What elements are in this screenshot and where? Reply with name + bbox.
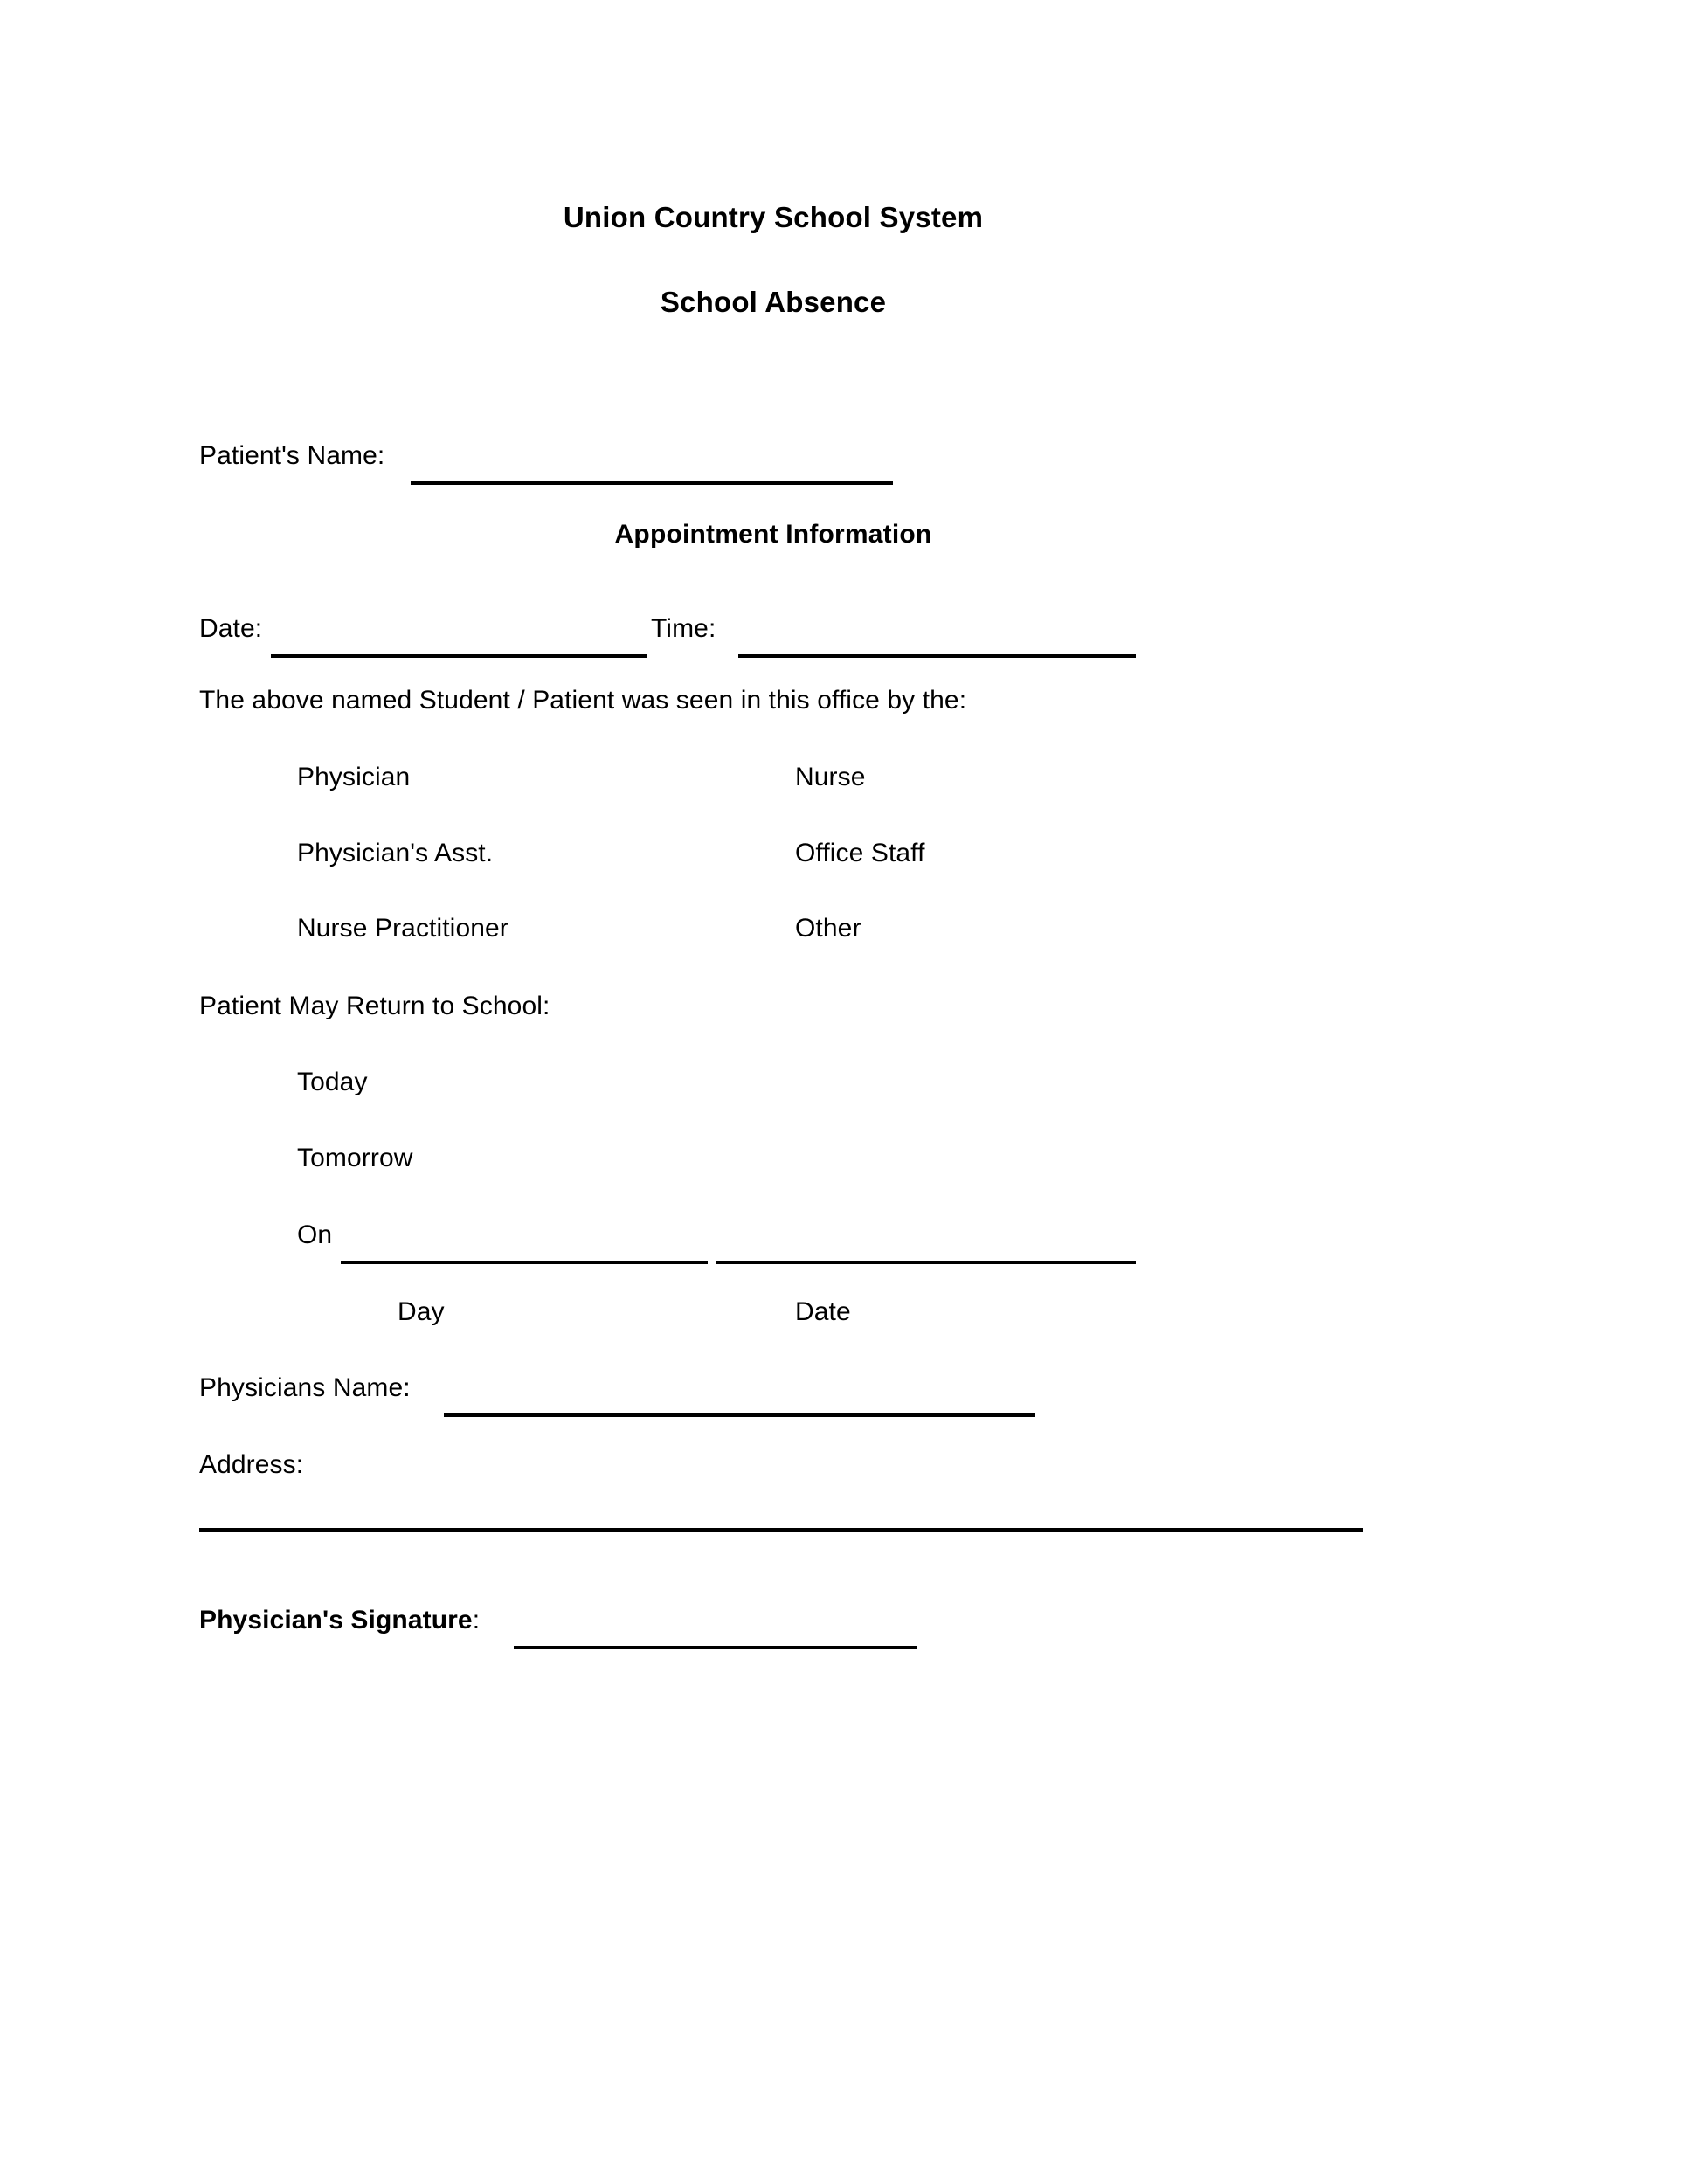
physicians-signature-input-rule[interactable]	[514, 1646, 917, 1649]
organization-title: Union Country School System	[563, 201, 984, 233]
return-option-tomorrow[interactable]: Tomorrow	[297, 1144, 413, 1172]
provider-option-nurse[interactable]: Nurse	[795, 763, 866, 791]
time-label: Time:	[651, 614, 716, 643]
return-to-school-heading: Patient May Return to School:	[199, 992, 550, 1020]
return-day-input-rule[interactable]	[341, 1261, 708, 1264]
patient-name-input-rule[interactable]	[411, 481, 893, 485]
physicians-name-input-rule[interactable]	[444, 1413, 1035, 1417]
physicians-signature-row	[199, 1607, 480, 1634]
physicians-signature-colon: :	[472, 1606, 481, 1635]
physicians-signature-label: Physician's Signature	[199, 1606, 473, 1635]
return-option-today[interactable]: Today	[297, 1068, 368, 1096]
provider-option-physicians-asst[interactable]: Physician's Asst.	[297, 839, 494, 867]
day-caption: Day	[398, 1297, 445, 1326]
date-input-rule[interactable]	[271, 654, 647, 658]
return-option-on-label[interactable]: On	[297, 1220, 333, 1249]
address-label: Address:	[199, 1450, 304, 1479]
seen-by-statement: The above named Student / Patient was seen in this office by the:	[199, 686, 967, 715]
date-caption: Date	[795, 1297, 851, 1326]
provider-option-physician[interactable]: Physician	[297, 763, 411, 791]
date-label: Date:	[199, 614, 263, 643]
appointment-information-heading: Appointment Information	[614, 520, 932, 549]
provider-option-nurse-practitioner[interactable]: Nurse Practitioner	[297, 914, 508, 943]
provider-option-other[interactable]: Other	[795, 914, 861, 943]
return-date-input-rule[interactable]	[716, 1261, 1136, 1264]
provider-option-office-staff[interactable]: Office Staff	[795, 839, 925, 867]
address-input-rule[interactable]	[199, 1528, 1363, 1532]
time-input-rule[interactable]	[738, 654, 1136, 658]
patient-name-label: Patient's Name:	[199, 441, 385, 470]
physicians-name-label: Physicians Name:	[199, 1373, 411, 1402]
form-title: School Absence	[660, 286, 887, 318]
